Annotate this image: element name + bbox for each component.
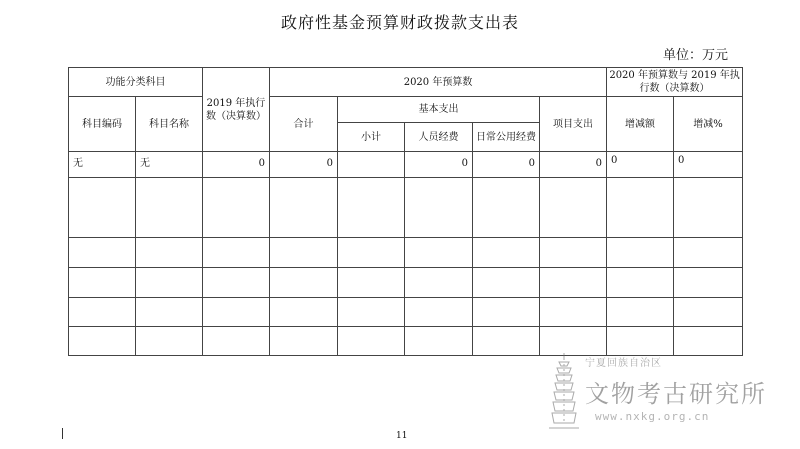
cell-total: 0: [270, 152, 338, 178]
cell-increase: 0: [607, 152, 674, 178]
page-margin-mark: [62, 428, 63, 439]
header-increase-pct: 增减%: [674, 97, 743, 152]
header-code: 科目编码: [69, 97, 136, 152]
page-title: 政府性基金预算财政拨款支出表: [280, 13, 519, 32]
header-basic: 基本支出: [338, 97, 540, 123]
watermark-logo: [545, 352, 785, 432]
budget-table: [68, 67, 743, 356]
cell-daily: 0: [473, 152, 540, 178]
header-increase: 增减额: [607, 97, 674, 152]
cell-project: 0: [540, 152, 607, 178]
table-row: [69, 152, 743, 178]
cell-name: 无: [136, 152, 203, 178]
header-subtotal: 小计: [338, 123, 405, 152]
unit-label: 单位：万元: [662, 48, 728, 63]
header-personnel: 人员经费: [405, 123, 473, 152]
header-project: 项目支出: [540, 97, 607, 152]
header-budget-2020: 2020 年预算数: [270, 68, 607, 97]
cell-increase-pct: 0: [674, 152, 743, 178]
header-exec-2019: 2019 年执行数（决算数）: [203, 68, 270, 152]
page-number: 11: [396, 431, 408, 441]
cell-code: 无: [69, 152, 136, 178]
watermark-region: 宁夏回族自治区: [585, 358, 662, 369]
table-row-empty: [69, 298, 743, 327]
cell-personnel: 0: [405, 152, 473, 178]
cell-exec-2019: 0: [203, 152, 270, 178]
header-compare: 2020 年预算数与 2019 年执行数（决算数）: [607, 68, 743, 97]
table-row-empty: [69, 178, 743, 238]
table-row-empty: [69, 268, 743, 298]
header-daily: 日常公用经费: [473, 123, 540, 152]
header-total: 合计: [270, 97, 338, 152]
table-row-empty: [69, 238, 743, 268]
pagoda-icon: [547, 352, 581, 430]
watermark-website: www.nxkg.org.cn: [595, 410, 710, 423]
header-name: 科目名称: [136, 97, 203, 152]
header-func-category: 功能分类科目: [69, 68, 203, 97]
watermark-institute: 文物考古研究所: [585, 380, 767, 408]
cell-subtotal: [338, 152, 405, 178]
